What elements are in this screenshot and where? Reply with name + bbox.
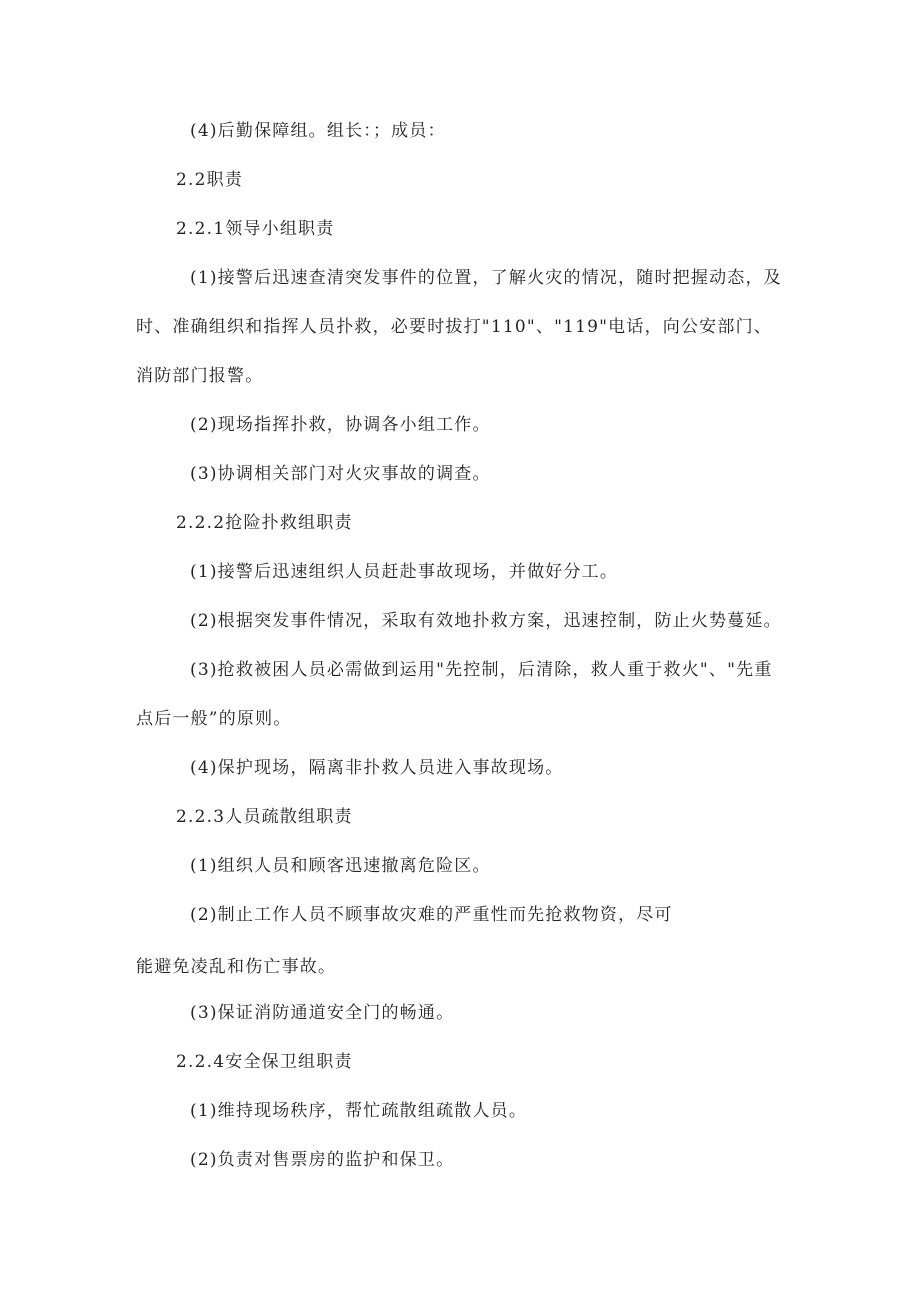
- paragraph-line: (3)保证消防通道安全门的畅通。: [190, 1003, 455, 1023]
- paragraph-line: 能避免凌乱和伤亡事故。: [136, 957, 337, 977]
- paragraph-line: (3)抢救被困人员必需做到运用"先控制，后清除，救人重于救火"、"先重: [190, 660, 773, 680]
- paragraph-line: 点后一般”的原则。: [136, 709, 292, 729]
- paragraph-line: (2)现场指挥扑救，协调各小组工作。: [190, 415, 491, 435]
- section-heading-2-2-2: 2.2.2抢险扑救组职责: [176, 513, 353, 533]
- section-heading-2-2-1: 2.2.1领导小组职责: [176, 219, 335, 239]
- paragraph-line: (4)保护现场，隔离非扑救人员进入事故现场。: [190, 758, 564, 778]
- paragraph-logistics-group: (4)后勤保障组。组长：；成员：: [190, 121, 446, 141]
- paragraph-line: (2)制止工作人员不顾事故灾难的严重性而先抢救物资，尽可: [190, 905, 673, 925]
- paragraph-line: (1)接警后迅速查清突发事件的位置，了解火灾的情况，随时把握动态，及: [190, 268, 782, 288]
- section-heading-2-2: 2.2职责: [176, 170, 244, 190]
- paragraph-line: (2)根据突发事件情况，采取有效地扑救方案，迅速控制，防止火势蔓延。: [190, 611, 782, 631]
- paragraph-line: 时、准确组织和指挥人员扑救，必要时拔打"110"、"119"电话，向公安部门、: [136, 317, 772, 337]
- paragraph-line: (1)接警后迅速组织人员赶赴事故现场，并做好分工。: [190, 562, 619, 582]
- section-heading-2-2-4: 2.2.4安全保卫组职责: [176, 1052, 353, 1072]
- paragraph-line: 消防部门报警。: [136, 366, 264, 386]
- paragraph-line: (1)组织人员和顾客迅速撤离危险区。: [190, 856, 491, 876]
- paragraph-line: (1)维持现场秩序，帮忙疏散组疏散人员。: [190, 1101, 528, 1121]
- paragraph-line: (2)负责对售票房的监护和保卫。: [190, 1150, 455, 1170]
- section-heading-2-2-3: 2.2.3人员疏散组职责: [176, 807, 353, 827]
- paragraph-line: (3)协调相关部门对火灾事故的调查。: [190, 464, 491, 484]
